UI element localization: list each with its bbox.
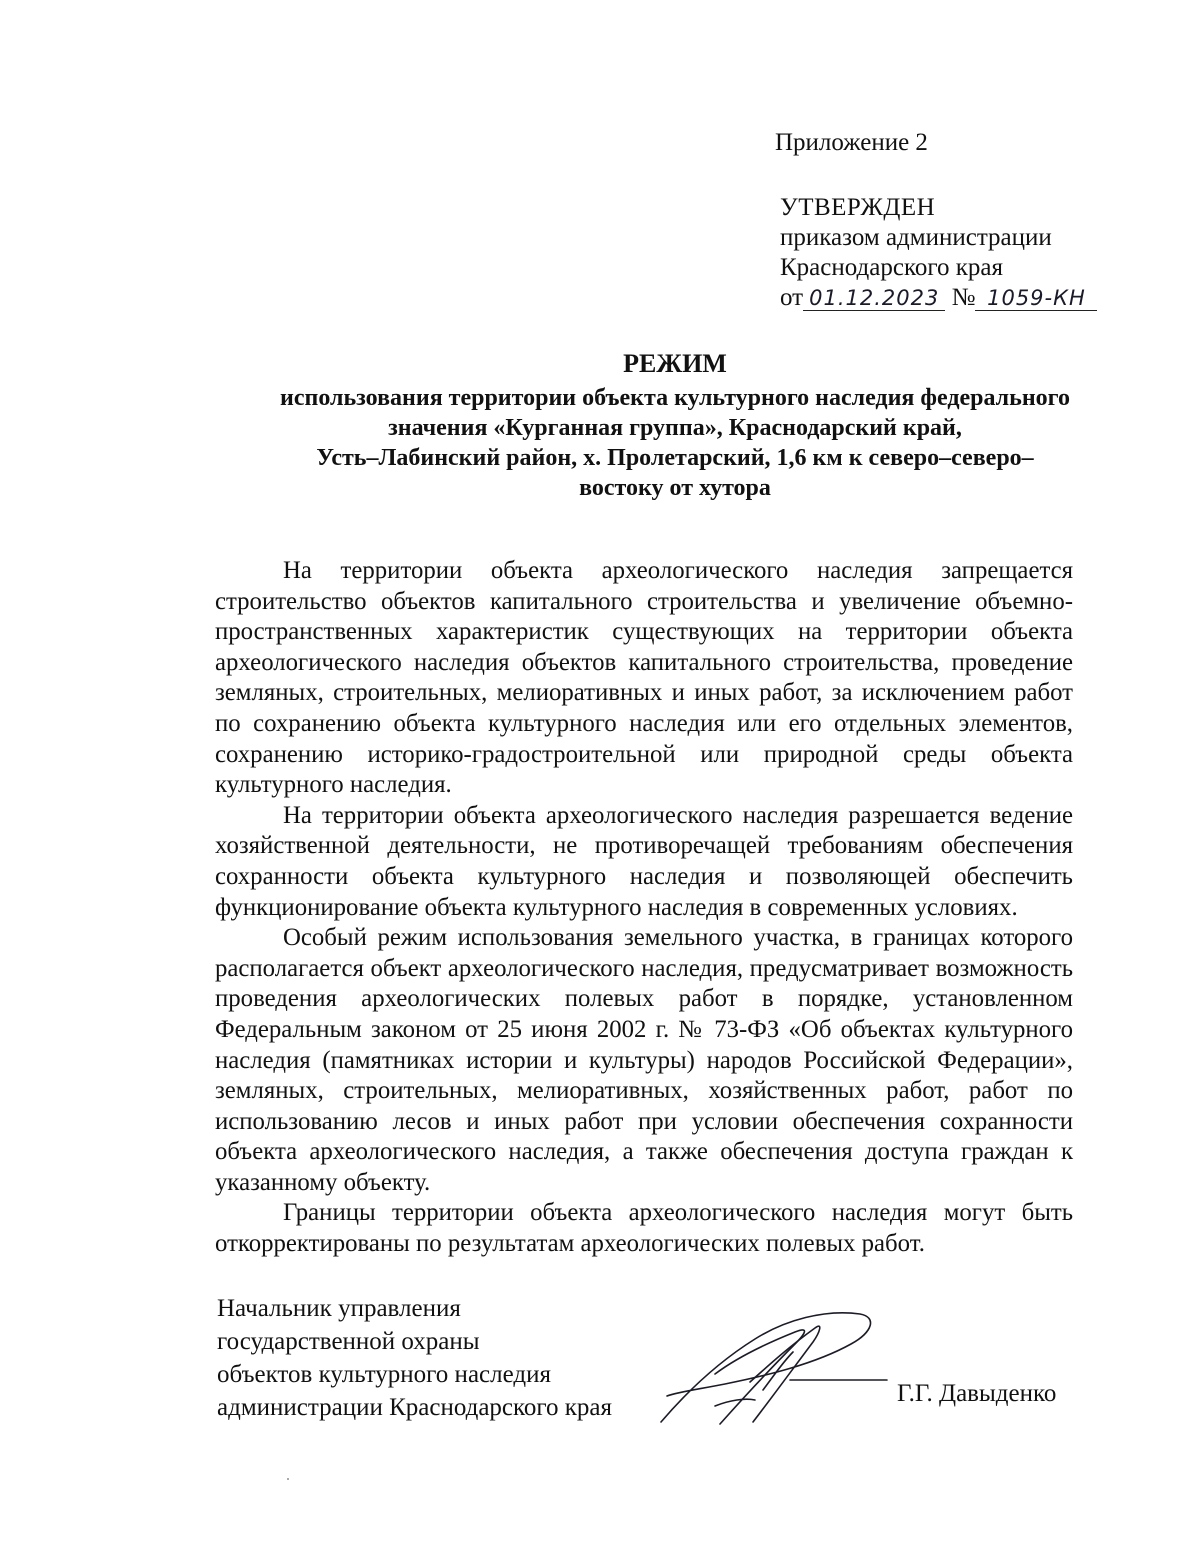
order-number-handwritten: 1059-КН [975,286,1097,311]
paragraph-boundaries: Границы территории объекта археологического наследия могут быть откорректированы по результатам археологических полевых работ. [215,1199,1073,1258]
handwritten-signature [655,1304,895,1434]
order-reference [780,283,1097,313]
document-title: РЕЖИМ [623,349,727,378]
heading-line-4: востоку от хутора [579,475,771,501]
position-line-4: администрации Краснодарского края [217,1394,613,1421]
scan-speck [287,1478,289,1480]
approval-stamp-block [780,193,1097,313]
order-date-handwritten: 01.12.2023 [803,286,945,311]
document-body [215,556,1073,1260]
appendix-label: Приложение 2 [775,129,928,156]
position-line-1: Начальник управления [217,1295,461,1322]
order-prefix: от [780,284,804,311]
heading-line-3: Усть–Лабинский район, х. Пролетарский, 1,6 км к северо–северо– [316,445,1034,471]
order-number-sign: № [951,284,976,311]
position-line-3: объектов культурного наследия [217,1361,551,1388]
approved-by-line-1: приказом администрации [780,224,1052,251]
paragraph-prohibitions: На территории объекта археологического наследия запрещается строительство объектов капитального строительства и увеличение объемно-пространственных характеристик существующих на территории объекта археологического наследия объектов капитального строительства, проведение земляных, строительных, мелиоративных и иных работ, за исключением работ по сохранению объекта культурного наследия или его отдельных элементов, сохранению историко-градостроительной или природной среды объекта культурного наследия. [215,557,1073,799]
heading-line-2: значения «Курганная группа», Краснодарский край, [388,415,962,441]
signatory-name: Г.Г. Давыденко [897,1380,1057,1407]
paragraph-special-regime: Особый режим использования земельного участка, в границах которого располагается объект археологического наследия, предусматривает возможность проведения археологических полевых работ в порядке, установленном Федеральным законом от 25 июня 2002 г. № 73-ФЗ «Об объектах культурного наследия (памятниках истории и культуры) народов Российской Федерации», земляных, строительных, мелиоративных, хозяйственных работ, работ по использованию лесов и иных работ при условии обеспечения сохранности объекта археологического наследия, а также обеспечения доступа граждан к указанному объекту. [215,924,1073,1196]
approved-by-line-2: Краснодарского края [780,254,1003,281]
signatory-position [217,1292,612,1424]
approved-title: УТВЕРЖДЕН [780,194,936,221]
document-heading [140,349,1200,503]
paragraph-permitted-activity: На территории объекта археологического наследия разрешается ведение хозяйственной деятельности, не противоречащей требованиям обеспечения сохранности объекта культурного наследия и позволяющей обеспечить функционирование объекта культурного наследия в современных условиях. [215,801,1073,921]
position-line-2: государственной охраны [217,1328,480,1355]
heading-line-1: использования территории объекта культурного наследия федерального [280,385,1070,411]
